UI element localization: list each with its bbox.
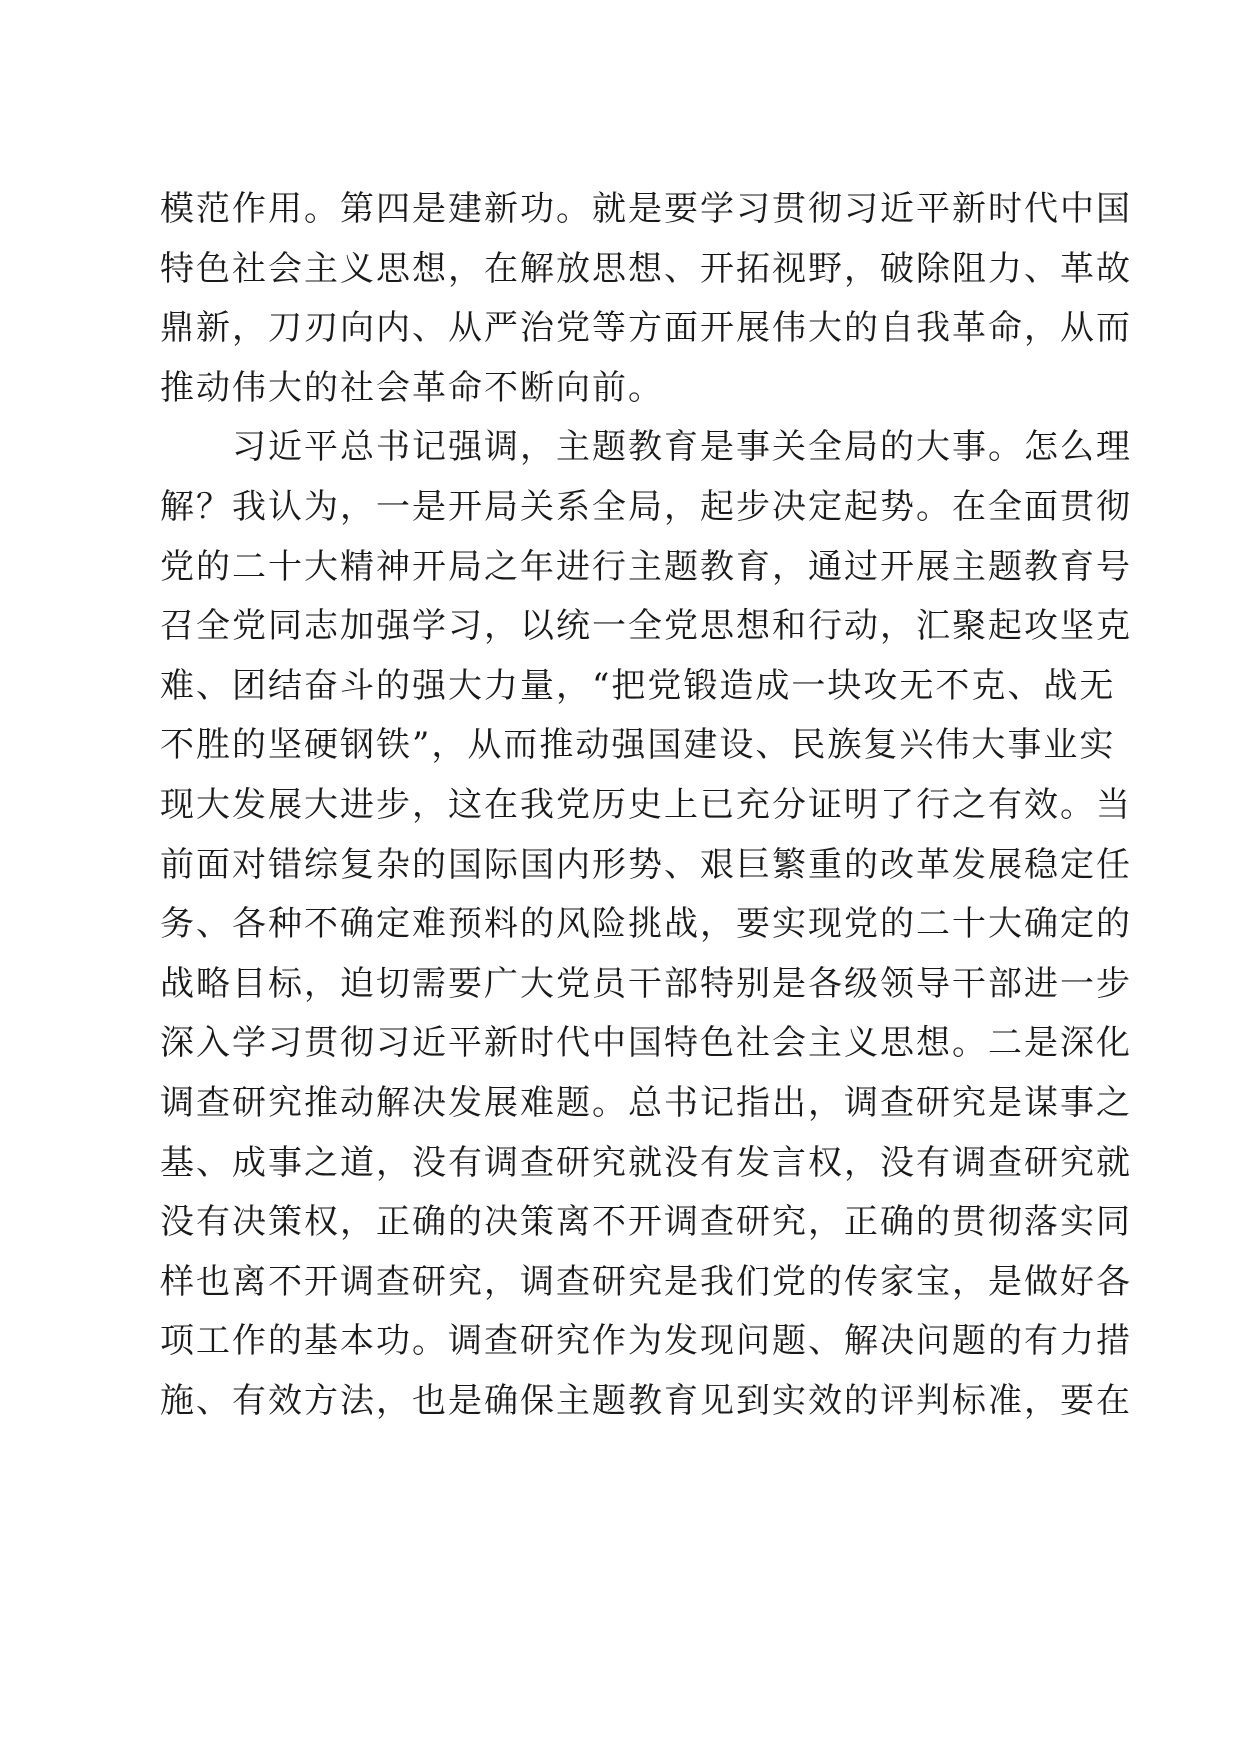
text-line: 样也离不开调查研究，调查研究是我们党的传家宝，是做好各 <box>160 1261 1132 1302</box>
text-line: 现大发展大进步，这在我党历史上已充分证明了行之有效。当 <box>160 784 1132 825</box>
text-line: 鼎新，刀刃向内、从严治党等方面开展伟大的自我革命，从而 <box>160 308 1132 349</box>
paragraph-start-line: 习近平总书记强调，主题教育是事关全局的大事。怎么理 <box>160 427 1132 468</box>
text-line: 务、各种不确定难预料的风险挑战，要实现党的二十大确定的 <box>160 904 1132 945</box>
text-line: 战略目标，迫切需要广大党员干部特别是各级领导干部进一步 <box>160 963 1132 1004</box>
text-line: 不胜的坚硬钢铁”，从而推动强国建设、民族复兴伟大事业实 <box>160 725 1116 766</box>
paragraph-end-line: 推动伟大的社会革命不断向前。 <box>160 367 664 408</box>
text-line: 解？我认为，一是开局关系全局，起步决定起势。在全面贯彻 <box>160 486 1132 527</box>
text-line: 深入学习贯彻习近平新时代中国特色社会主义思想。二是深化 <box>160 1023 1132 1064</box>
text-line: 召全党同志加强学习，以统一全党思想和行动，汇聚起攻坚克 <box>160 606 1132 647</box>
text-line: 基、成事之道，没有调查研究就没有发言权，没有调查研究就 <box>160 1142 1132 1183</box>
text-line: 难、团结奋斗的强大力量，“把党锻造成一块攻无不克、战无 <box>160 665 1116 706</box>
body-text <box>160 185 1132 1436</box>
text-line: 没有决策权，正确的决策离不开调查研究，正确的贯彻落实同 <box>160 1202 1132 1243</box>
text-line: 施、有效方法，也是确保主题教育见到实效的评判标准，要在 <box>160 1380 1132 1421</box>
text-line: 调查研究推动解决发展难题。总书记指出，调查研究是谋事之 <box>160 1082 1132 1123</box>
text-line: 项工作的基本功。调查研究作为发现问题、解决问题的有力措 <box>160 1321 1132 1362</box>
text-line: 党的二十大精神开局之年进行主题教育，通过开展主题教育号 <box>160 546 1132 587</box>
text-line: 模范作用。第四是建新功。就是要学习贯彻习近平新时代中国 <box>160 189 1132 229</box>
text-line: 特色社会主义思想，在解放思想、开拓视野，破除阻力、革故 <box>160 248 1132 289</box>
text-line: 前面对错综复杂的国际国内形势、艰巨繁重的改革发展稳定任 <box>160 844 1132 885</box>
